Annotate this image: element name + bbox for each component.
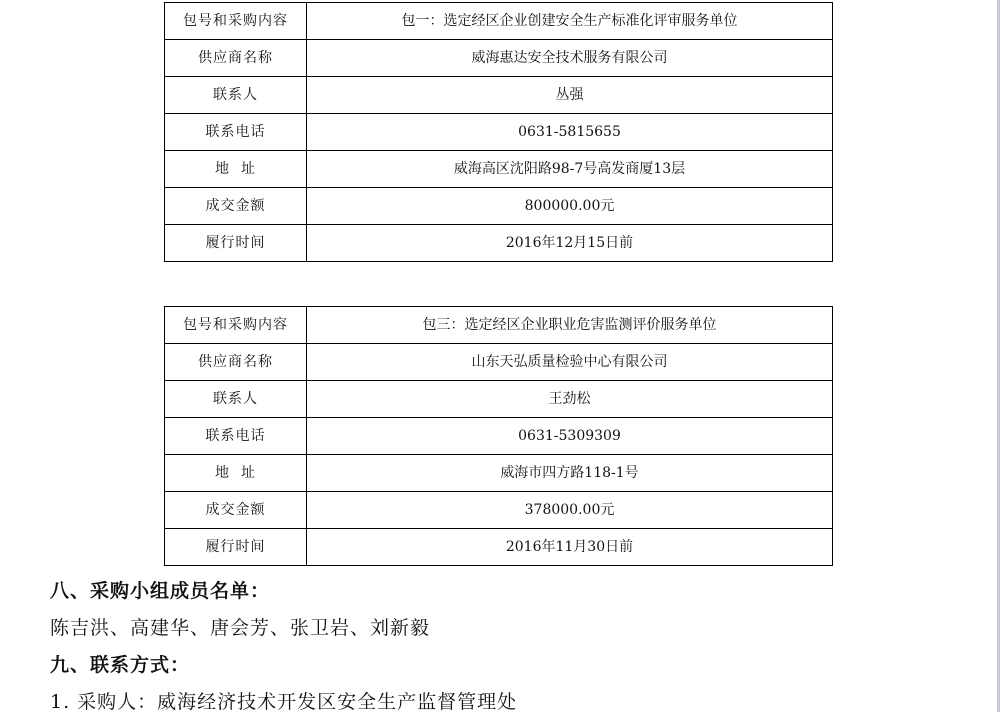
row-label: 联系人: [165, 77, 307, 114]
row-label: 履行时间: [165, 225, 307, 262]
row-label: 包号和采购内容: [165, 307, 307, 344]
row-label: 成交金额: [165, 188, 307, 225]
table-row: [165, 455, 833, 492]
row-label: 地 址: [165, 455, 307, 492]
table-row: [165, 188, 833, 225]
row-label: 成交金额: [165, 492, 307, 529]
row-label: 联系人: [165, 381, 307, 418]
table-row: [165, 40, 833, 77]
table-row: [165, 151, 833, 188]
row-value: 威海惠达安全技术服务有限公司: [307, 40, 833, 77]
table-row: [165, 529, 833, 566]
row-value: 2016年11月30日前: [307, 529, 833, 566]
table-row: [165, 225, 833, 262]
row-label: 联系电话: [165, 114, 307, 151]
row-label: 供应商名称: [165, 40, 307, 77]
purchaser-contact: 1. 采购人：威海经济技术开发区安全生产监督管理处: [50, 691, 518, 712]
table-row: [165, 307, 833, 344]
committee-members: 陈吉洪、高建华、唐会芳、张卫岩、刘新毅: [50, 617, 431, 639]
row-label: 供应商名称: [165, 344, 307, 381]
row-label: 履行时间: [165, 529, 307, 566]
row-label: 包号和采购内容: [165, 3, 307, 40]
table-row: [165, 77, 833, 114]
row-value: 包一：选定经区企业创建安全生产标准化评审服务单位: [307, 3, 833, 40]
row-value: 0631-5815655: [307, 114, 833, 151]
row-value: 威海市四方路118-1号: [307, 455, 833, 492]
table-row: [165, 492, 833, 529]
row-value: 威海高区沈阳路98-7号高发商厦13层: [307, 151, 833, 188]
row-value: 包三：选定经区企业职业危害监测评价服务单位: [307, 307, 833, 344]
row-label: 地 址: [165, 151, 307, 188]
table-row: [165, 114, 833, 151]
row-value: 王劲松: [307, 381, 833, 418]
section-8-heading: 八、采购小组成员名单：: [50, 580, 271, 602]
row-value: 丛强: [307, 77, 833, 114]
package-3-table: [164, 306, 833, 566]
table-row: [165, 3, 833, 40]
row-value: 2016年12月15日前: [307, 225, 833, 262]
row-value: 0631-5309309: [307, 418, 833, 455]
table-row: [165, 381, 833, 418]
package-1-table: [164, 2, 833, 262]
row-value: 山东天弘质量检验中心有限公司: [307, 344, 833, 381]
row-value: 800000.00元: [307, 188, 833, 225]
table-row: [165, 344, 833, 381]
row-label: 联系电话: [165, 418, 307, 455]
row-value: 378000.00元: [307, 492, 833, 529]
table-row: [165, 418, 833, 455]
section-9-heading: 九、联系方式：: [50, 654, 191, 676]
